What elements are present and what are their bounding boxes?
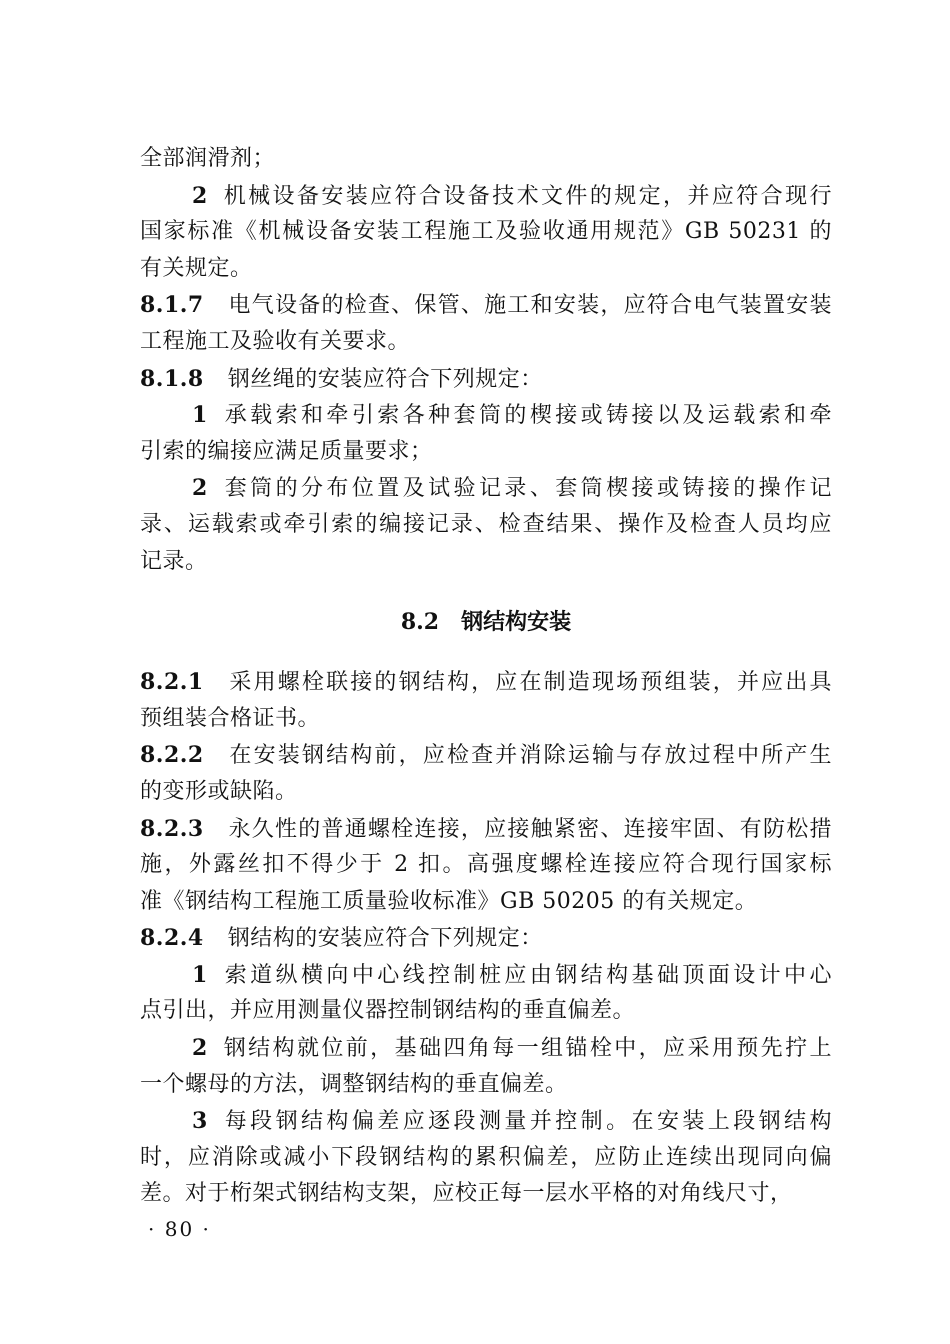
text-line	[140, 993, 832, 1030]
line-text: 有关规定。	[140, 255, 253, 281]
line-text: 录、运载索或牵引索的编接记录、检查结果、操作及检查人员均应	[140, 511, 832, 537]
line-text: 永久性的普通螺栓连接，应接触紧密、连接牢固、有防松措	[227, 816, 832, 842]
line-text: 时，应消除或减小下段钢结构的累积偏差，应防止连续出现同向偏	[140, 1144, 832, 1170]
text-line	[140, 920, 832, 957]
page-number: · 80 ·	[148, 1217, 211, 1241]
document-body	[140, 141, 832, 1213]
clause-number: 2	[192, 182, 208, 209]
line-text: 点引出，并应用测量仪器控制钢结构的垂直偏差。	[140, 998, 636, 1024]
line-text: 机械设备安装应符合设备技术文件的规定，并应符合现行	[221, 183, 832, 209]
clause-8-2-1	[140, 664, 832, 737]
text-line	[140, 470, 832, 507]
line-text: 记录。	[140, 548, 208, 574]
line-text: 工程施工及验收有关要求。	[140, 328, 411, 354]
continuation-paragraph	[140, 141, 832, 178]
text-line	[140, 847, 832, 884]
clause-number: 8.2.1	[140, 669, 204, 696]
section-8-2	[140, 664, 832, 1213]
clause-8-1-7	[140, 287, 832, 360]
line-text: 国家标准《机械设备安装工程施工及验收通用规范》GB 50231 的	[140, 219, 832, 245]
clause-number: 8.2.4	[140, 925, 204, 952]
clause-8-2-2	[140, 737, 832, 810]
clause-number: 2	[192, 475, 208, 502]
clause-number: 1	[192, 961, 208, 988]
line-text: 全部润滑剂；	[140, 146, 276, 171]
line-text: 钢结构的安装应符合下列规定：	[227, 926, 543, 952]
section-number: 8.2	[400, 609, 440, 636]
text-line	[140, 251, 832, 288]
text-line	[140, 811, 832, 848]
text-line	[140, 1176, 832, 1213]
clause-number: 8.1.7	[140, 292, 204, 319]
clause-2	[140, 178, 832, 288]
clause-1	[140, 397, 832, 470]
text-line	[140, 397, 832, 434]
text-line	[140, 884, 832, 921]
text-line	[140, 507, 832, 544]
line-text: 一个螺母的方法，调整钢结构的垂直偏差。	[140, 1071, 568, 1097]
line-text: 的变形或缺陷。	[140, 778, 298, 804]
text-line	[140, 214, 832, 251]
text-line	[140, 957, 832, 994]
text-line	[140, 701, 832, 738]
clause-number: 8.2.2	[140, 742, 204, 769]
line-text: 承载索和牵引索各种套筒的楔接或铸接以及运载索和牵	[221, 403, 832, 429]
text-line	[140, 544, 832, 581]
clause-number: 8.1.8	[140, 365, 204, 392]
line-text: 施，外露丝扣不得少于 2 扣。高强度螺栓连接应符合现行国家标	[140, 852, 832, 878]
text-line	[140, 178, 832, 215]
line-text: 套筒的分布位置及试验记录、套筒楔接或铸接的操作记	[221, 476, 832, 502]
line-text: 预组装合格证书。	[140, 705, 321, 731]
section-8-1-continued	[140, 141, 832, 580]
clause-8-1-8	[140, 361, 832, 398]
text-line	[140, 324, 832, 361]
clause-number: 2	[192, 1035, 208, 1062]
clause-8-2-4	[140, 920, 832, 957]
text-line	[140, 774, 832, 811]
clause-8-2-3	[140, 811, 832, 921]
line-text: 钢结构就位前，基础四角每一组锚栓中，应采用预先拧上	[221, 1036, 832, 1062]
section-title: 钢结构安装	[461, 609, 572, 636]
clause-2	[140, 1030, 832, 1103]
clause-2	[140, 470, 832, 580]
text-line	[140, 1103, 832, 1140]
line-text: 差。对于桁架式钢结构支架，应校正每一层水平格的对角线尺寸，	[140, 1181, 793, 1207]
text-line	[140, 141, 832, 178]
line-text: 在安装钢结构前，应检查并消除运输与存放过程中所产生	[227, 743, 832, 769]
text-line	[140, 361, 832, 398]
line-text: 索道纵横向中心线控制桩应由钢结构基础顶面设计中心	[221, 962, 832, 988]
clause-number: 8.2.3	[140, 815, 204, 842]
line-text: 采用螺栓联接的钢结构，应在制造现场预组装，并应出具	[227, 670, 832, 696]
text-line	[140, 1030, 832, 1067]
line-text: 引索的编接应满足质量要求；	[140, 438, 433, 464]
text-line	[140, 737, 832, 774]
text-line	[140, 1140, 832, 1177]
line-text: 钢丝绳的安装应符合下列规定：	[227, 366, 543, 392]
clause-1	[140, 957, 832, 1030]
line-text: 准《钢结构工程施工质量验收标准》GB 50205 的有关规定。	[140, 888, 758, 914]
line-text: 电气设备的检查、保管、施工和安装，应符合电气装置安装	[227, 293, 832, 319]
text-line	[140, 434, 832, 471]
clause-number: 1	[192, 402, 208, 429]
text-line	[140, 664, 832, 701]
clause-number: 3	[192, 1108, 208, 1135]
section-heading	[140, 580, 832, 664]
text-line	[140, 287, 832, 324]
line-text: 每段钢结构偏差应逐段测量并控制。在安装上段钢结构	[221, 1109, 832, 1135]
text-line	[140, 1067, 832, 1104]
clause-3	[140, 1103, 832, 1213]
